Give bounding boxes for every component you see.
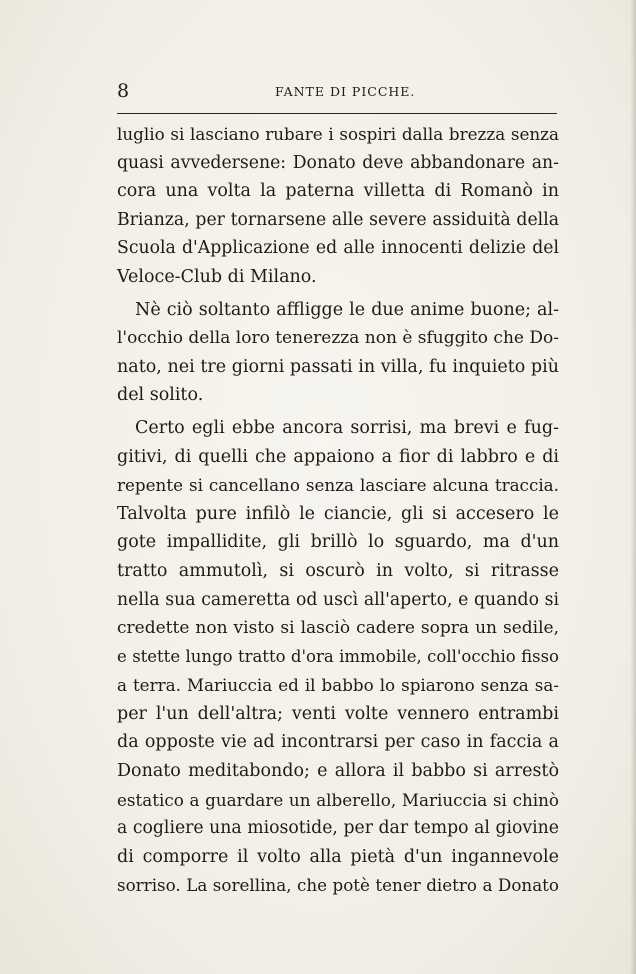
text-line: Veloce-Club di Milano. bbox=[117, 266, 317, 287]
text-line: gote impallidite, gli brillò lo sguardo, ma d'un bbox=[117, 532, 559, 553]
text-line: di comporre il volto alla pietà d'un ingannevole bbox=[117, 846, 559, 867]
page-edge-shadow bbox=[630, 0, 636, 974]
running-title: FANTE DI PICCHE. bbox=[275, 84, 416, 99]
page-header bbox=[117, 80, 557, 104]
text-line: gitivi, di quelli che appaiono a fior di labbro e di bbox=[117, 446, 559, 467]
paragraph bbox=[117, 414, 559, 900]
text-line: a terra. Mariuccia ed il babbo lo spiarono senza sa- bbox=[117, 675, 559, 696]
header-rule bbox=[117, 113, 557, 114]
page-number: 8 bbox=[117, 80, 130, 102]
text-line: Scuola d'Applicazione ed alle innocenti delizie del bbox=[117, 238, 559, 259]
text-line: sorriso. La sorellina, che potè tener dietro a Donato bbox=[117, 875, 559, 896]
paragraph bbox=[117, 296, 559, 410]
text-line: credette non visto si lasciò cadere sopra un sedile, bbox=[117, 618, 559, 639]
text-line: nella sua cameretta od uscì all'aperto, e quando si bbox=[117, 589, 559, 610]
text-line: Talvolta pure infilò le ciancie, gli si accesero le bbox=[117, 503, 559, 524]
text-line: a cogliere una miosotide, per dar tempo al giovine bbox=[117, 818, 559, 839]
text-line: l'occhio della loro tenerezza non è sfuggito che Do- bbox=[117, 328, 559, 349]
text-line: Nè ciò soltanto affligge le due anime buone; al- bbox=[135, 299, 559, 320]
paragraph bbox=[117, 120, 559, 292]
text-line: cora una volta la paterna villetta di Romanò in bbox=[117, 181, 559, 202]
body-text bbox=[117, 120, 559, 900]
text-line: luglio si lasciano rubare i sospiri dalla brezza senza bbox=[117, 124, 559, 144]
text-line: estatico a guardare un alberello, Mariuccia si chinò bbox=[117, 789, 559, 810]
text-line: tratto ammutolì, si oscurò in volto, si ritrasse bbox=[117, 560, 559, 581]
text-line: Certo egli ebbe ancora sorrisi, ma brevi e fug- bbox=[135, 417, 559, 438]
text-line: nato, nei tre giorni passati in villa, fu inquieto più bbox=[117, 356, 559, 377]
text-line: da opposte vie ad incontrarsi per caso in faccia a bbox=[117, 732, 559, 753]
text-line: per l'un dell'altra; venti volte vennero entrambi bbox=[117, 703, 559, 724]
text-line: quasi avvedersene: Donato deve abbandonare an- bbox=[117, 152, 559, 173]
text-line: Donato meditabondo; e allora il babbo si arrestò bbox=[117, 761, 559, 782]
text-line: del solito. bbox=[117, 385, 204, 406]
text-line: Brianza, per tornarsene alle severe assiduità della bbox=[117, 209, 559, 230]
text-line: repente si cancellano senza lasciare alcuna traccia. bbox=[117, 475, 559, 496]
text-line: e stette lungo tratto d'ora immobile, coll'occhio fisso bbox=[117, 646, 559, 666]
